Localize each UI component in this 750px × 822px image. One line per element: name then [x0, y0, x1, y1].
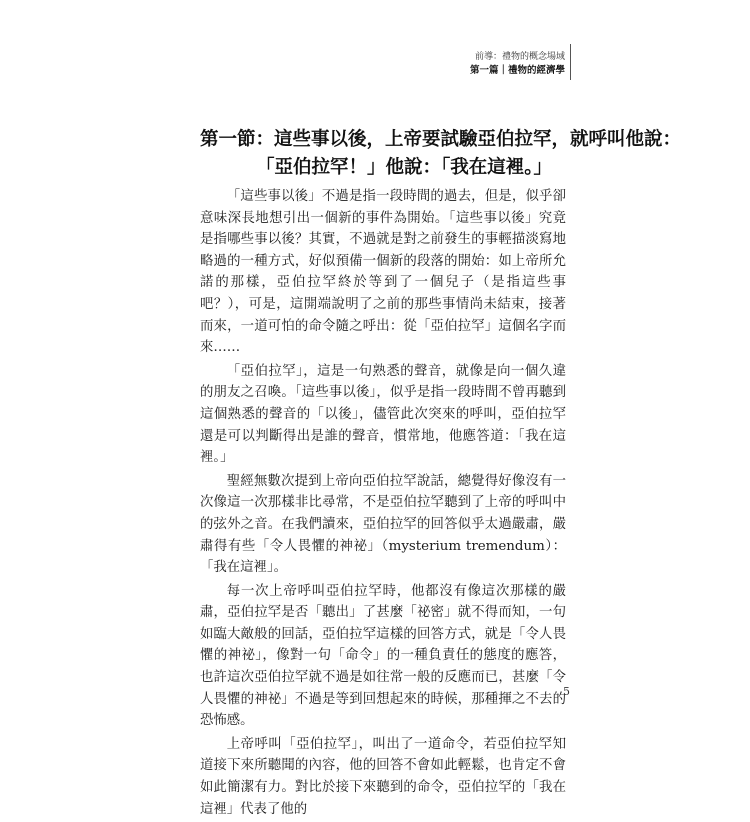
- body-text: [200, 186, 566, 822]
- running-head-rule: [570, 44, 571, 80]
- paragraph-5: 上帝呼叫「亞伯拉罕」，叫出了一道命令，若亞伯拉罕知道接下來所聽聞的內容，他的回答不會如此輕鬆，也肯定不會如此簡潔有力。對比於接下來聽到的命令，亞伯拉罕的「我在這裡」代表了他的: [200, 736, 566, 817]
- paragraph-4: 每一次上帝呼叫亞伯拉罕時，他都沒有像這次那樣的嚴肅，亞伯拉罕是否「聽出」了甚麼「祕密」就不得而知，一句如臨大敵般的回話，亞伯拉罕這樣的回答方式，就是「令人畏懼的神祕」，像對一句「命令」的一種負責任的態度的應答，也許這次亞伯拉罕就不過是如往常一般的反應而已，甚麼「令人畏懼的神祕」不過是等到回想起來的時候，那種揮之不去的恐怖感。: [200, 583, 566, 729]
- section-heading: [200, 126, 682, 182]
- paragraph-2: 「亞伯拉罕」，這是一句熟悉的聲音，就像是向一個久違的朋友之召喚。「這些事以後」，似乎是指一段時間不曾再聽到這個熟悉的聲音的「以後」，儘管此次突來的呼叫，亞伯拉罕還是可以判斷得出是誰的聲音，慣常地，他應答道：「我在這裡。」: [200, 363, 566, 466]
- page-number: 5: [563, 685, 570, 698]
- running-head-chapter: 前導：禮物的概念場域: [474, 52, 565, 62]
- paragraph-3: 聖經無數次提到上帝向亞伯拉罕說話，總覺得好像沒有一次像這一次那樣非比尋常，不是亞伯拉罕聽到了上帝的呼叫中的弦外之音。在我們讀來，亞伯拉罕的回答似乎太過嚴肅，嚴肅得有些「令人畏懼的神祕」（mysterium tremendum）：「我在這裡」。: [200, 473, 566, 576]
- running-head-part: 第一篇｜禮物的經濟學: [469, 65, 565, 76]
- section-heading-line2: 「亞伯拉罕！」他說：「我在這裡。」: [256, 157, 553, 178]
- running-head: [470, 50, 565, 78]
- section-heading-line1: 第一節：這些事以後，上帝要試驗亞伯拉罕，就呼叫他說：: [200, 129, 682, 150]
- paragraph-1: 「這些事以後」不過是指一段時間的過去，但是，似乎卻意味深長地想引出一個新的事件為開始。「這些事以後」究竟是指哪些事以後？其實，不過就是對之前發生的事輕描淡寫地略過的一種方式，好似預備一個新的段落的開始：如上帝所允諾的那樣，亞伯拉罕終於等到了一個兒子（是指這些事吧？），可是，這開端說明了之前的那些事情尚未結束，接著而來，一道可怕的命令隨之呼出：從「亞伯拉罕」這個名字而來……: [200, 189, 566, 356]
